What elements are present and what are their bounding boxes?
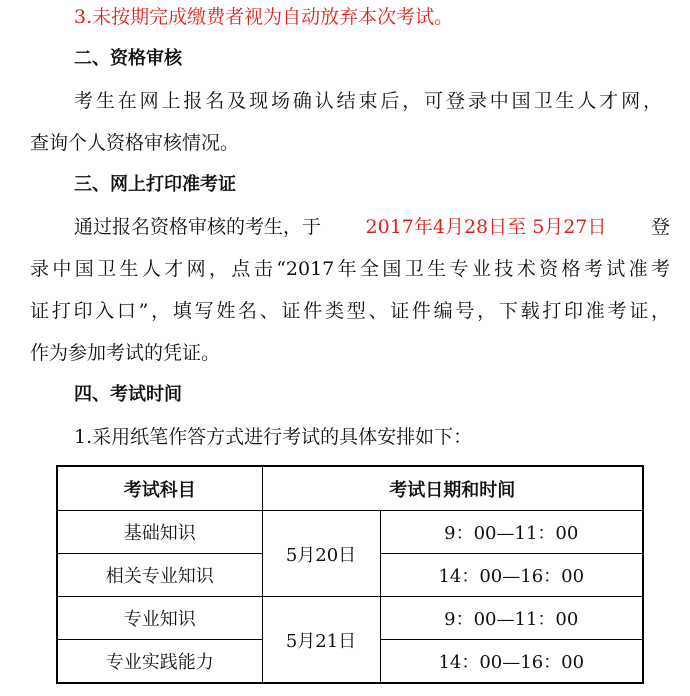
subject-cell: 基础知识 bbox=[57, 511, 262, 554]
subject-cell: 专业实践能力 bbox=[57, 640, 262, 684]
admission-line1-prefix: 通过报名资格审核的考生，于 bbox=[74, 216, 322, 238]
exam-time-item-1: 1.采用纸笔作答方式进行考试的具体安排如下： bbox=[74, 426, 473, 448]
time-cell: 14：00—16：00 bbox=[380, 554, 643, 597]
time-cell: 14：00—16：00 bbox=[380, 640, 643, 684]
qualification-paragraph-line-2: 查询个人资格审核情况。 bbox=[30, 132, 240, 154]
subject-cell: 专业知识 bbox=[57, 597, 262, 640]
exam-schedule-table bbox=[56, 465, 644, 684]
section-heading-exam-time: 四、考试时间 bbox=[74, 384, 182, 405]
admission-paragraph-line-1 bbox=[74, 214, 670, 240]
time-cell: 9：00—11：00 bbox=[380, 511, 643, 554]
header-subject: 考试科目 bbox=[57, 466, 262, 511]
table-row bbox=[57, 511, 643, 554]
table-row bbox=[57, 597, 643, 640]
admission-paragraph-line-3: 证打印入口”，填写姓名、证件类型、证件编号，下载打印准考证， bbox=[30, 300, 670, 322]
time-cell: 9：00—11：00 bbox=[380, 597, 643, 640]
admission-paragraph-line-4: 作为参加考试的凭证。 bbox=[30, 342, 221, 364]
admission-date-range: 2017年4月28日至 5月27日 bbox=[365, 216, 607, 238]
admission-line1-suffix: 登 bbox=[650, 216, 670, 238]
qualification-paragraph-line-1: 考生在网上报名及现场确认结束后，可登录中国卫生人才网， bbox=[74, 90, 662, 112]
subject-cell: 相关专业知识 bbox=[57, 554, 262, 597]
notice-item-3: 3.未按期完成缴费者视为自动放弃本次考试。 bbox=[74, 6, 454, 28]
table-header-row bbox=[57, 466, 643, 511]
admission-paragraph-line-2: 录中国卫生人才网，点击“2017年全国卫生专业技术资格考试准考 bbox=[30, 258, 670, 280]
date-cell: 5月20日 bbox=[262, 511, 380, 597]
date-cell: 5月21日 bbox=[262, 597, 380, 684]
header-datetime: 考试日期和时间 bbox=[262, 466, 643, 511]
section-heading-admission-ticket: 三、网上打印准考证 bbox=[74, 174, 236, 195]
section-heading-qualification: 二、资格审核 bbox=[74, 48, 182, 69]
